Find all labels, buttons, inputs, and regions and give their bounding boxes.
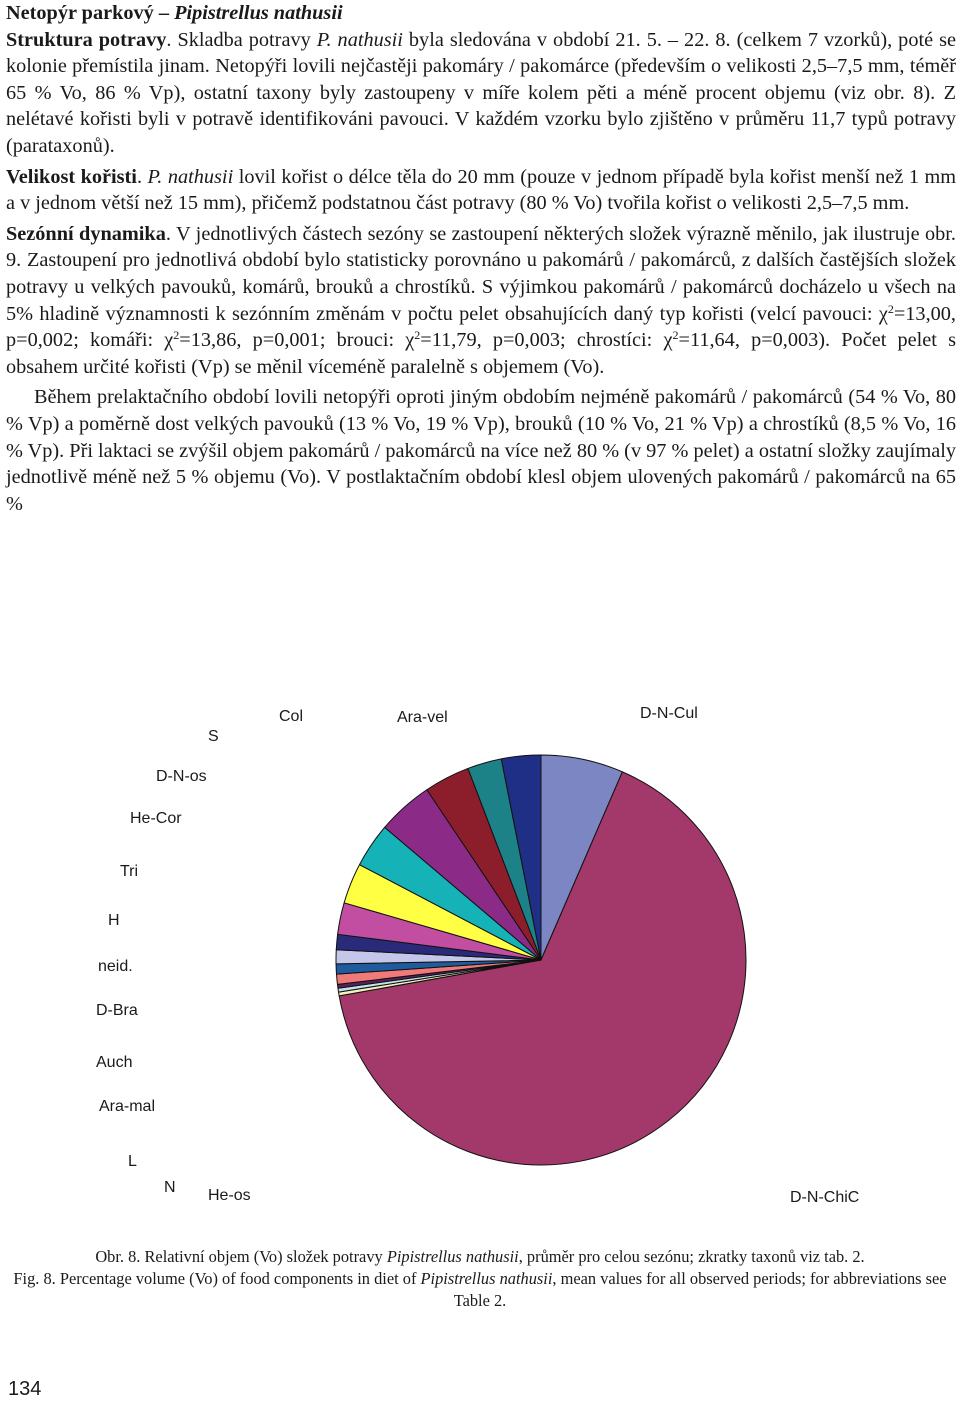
pie-chart xyxy=(0,690,960,1220)
species-name: P. nathusii xyxy=(147,165,234,188)
pie-label-d-bra: D-Bra xyxy=(96,1002,138,1019)
paragraph-text: byla sledována v období 21. 5. – 22. 8. (celkem 7 vzorků), poté se kolonie přemístila jinam. Netopýři lovili nejčastěji pakomáry / pakomárce (především o velikosti 2,5–7,5 mm, téměř 65 % Vo, 86 % Vp), ostatní taxony byly zastoupeny v míře kolem pěti a méně procent objemu (viz obr. 8). Z nelétavé kořisti byli v potravě identifikováni pavouci. V každém vzorku bylo zjištěno v průměru 11,7 typů potravy (parataxonů). xyxy=(6,28,956,157)
article-text xyxy=(6,0,956,517)
paragraph-lead: Sezónní dynamika xyxy=(6,222,166,245)
caption-text: , průměr pro celou sezónu; zkratky taxonů viz tab. 2. xyxy=(518,1247,865,1266)
paragraph-food-structure xyxy=(6,27,956,160)
paragraph-text: . xyxy=(136,165,148,188)
heading-species: Pipistrellus nathusii xyxy=(174,2,343,24)
pie-label-h: H xyxy=(108,912,120,929)
heading-prefix: Netopýr parkový – xyxy=(6,2,175,24)
pie-label-neid: neid. xyxy=(98,958,133,975)
pie-label-d-n-chic: D-N-ChiC xyxy=(790,1189,860,1206)
paragraph-text: lovil kořist o délce těla do 20 mm (pouze v jednom případě byla kořist menší než 1 mm a v jednom větší než 15 mm), přičemž podstatnou část potravy (80 % Vo) tvořila kořist o velikosti 2,5–7,5 mm. xyxy=(6,165,957,215)
paragraph-text: . V jednotlivých částech sezóny se zastoupení některých složek výrazně měnilo, jak ilustruje obr. 9. Zastoupení pro jednotlivá období bylo statisticky porovnáno u pakomárů / pakomárců, z dalších častějších složek potravy u velkých pavouků, komárů, brouků a chrostíků. S výjimkou pakomárů / pakomárců docházelo u všech na 5% hladině významnosti k sezónním změnám v počtu pelet obsahujících daný typ kořisti (velcí pavouci: χ xyxy=(6,222,956,325)
superscript: 2 xyxy=(173,328,180,343)
pie-label-tri: Tri xyxy=(120,863,139,880)
caption-czech xyxy=(0,1246,960,1268)
pie-label-auch: Auch xyxy=(96,1054,133,1071)
paragraph-lead: Struktura potravy xyxy=(6,28,167,51)
paragraph-text: =13,86, p=0,001; brouci: χ xyxy=(179,329,415,352)
figure-caption xyxy=(0,1246,960,1312)
paragraph-text: . Skladba potravy xyxy=(166,28,317,51)
page-number: 134 xyxy=(8,1378,42,1400)
caption-species: Pipistrellus nathusii xyxy=(420,1269,553,1288)
pie-label-d-n-cul: D-N-Cul xyxy=(640,705,698,722)
caption-species: Pipistrellus nathusii xyxy=(386,1247,519,1266)
paragraph-seasonal-dynamics xyxy=(6,221,956,381)
caption-english xyxy=(0,1268,960,1312)
caption-text: Obr. 8. Relativní objem (Vo) složek potravy xyxy=(95,1247,387,1266)
paragraph-lead: Velikost kořisti xyxy=(6,165,137,188)
pie-label-ara-vel: Ara-vel xyxy=(397,709,448,726)
section-heading xyxy=(6,0,956,27)
species-name: P. nathusii xyxy=(316,28,403,51)
paragraph-periods: Během prelaktačního období lovili netopýři oproti jiným obdobím nejméně pakomárů / pakomárců (54 % Vo, 80 % Vp) a poměrně dost velkých pavouků (13 % Vo, 19 % Vp), brouků (10 % Vo, 21 % Vp) a chrostíků (8,5 % Vo, 16 % Vp). Při laktaci se zvýšil objem pakomárů / pakomárců na více než 80 % (v 97 % pelet) a ostatní složky zaujímaly jednotlivě méně než 5 % objemu (Vo). V postlaktačním období klesl objem ulovených pakomárů / pakomárců na 65 % xyxy=(6,386,956,515)
pie-label-s: S xyxy=(208,728,219,745)
paragraph-prey-size xyxy=(6,164,956,217)
pie-label-he-cor: He-Cor xyxy=(130,810,182,827)
pie-label-ara-mal: Ara-mal xyxy=(99,1098,156,1115)
paragraph-text: =13,00, p=0,002; komáři: χ xyxy=(6,302,956,352)
superscript: 2 xyxy=(414,328,421,343)
pie-label-d-n-os: D-N-os xyxy=(156,768,207,785)
superscript: 2 xyxy=(887,301,894,316)
caption-text: , mean values for all observed periods; for abbreviations see Table 2. xyxy=(453,1269,947,1310)
pie-label-l: L xyxy=(128,1153,137,1170)
superscript: 2 xyxy=(672,328,679,343)
paragraph-text: =11,79, p=0,003; chrostíci: χ xyxy=(420,329,673,352)
pie-label-col: Col xyxy=(279,708,304,725)
pie-chart-svg xyxy=(0,690,960,1220)
pie-label-n: N xyxy=(164,1179,176,1196)
paragraph-text: =11,64, p=0,003). Počet pelet s obsahem určité kořisti (Vp) se měnil víceméně paralelně s objemem (Vo). xyxy=(6,329,956,378)
pie-label-he-os: He-os xyxy=(208,1187,251,1204)
caption-text: Fig. 8. Percentage volume (Vo) of food components in diet of xyxy=(13,1269,421,1288)
